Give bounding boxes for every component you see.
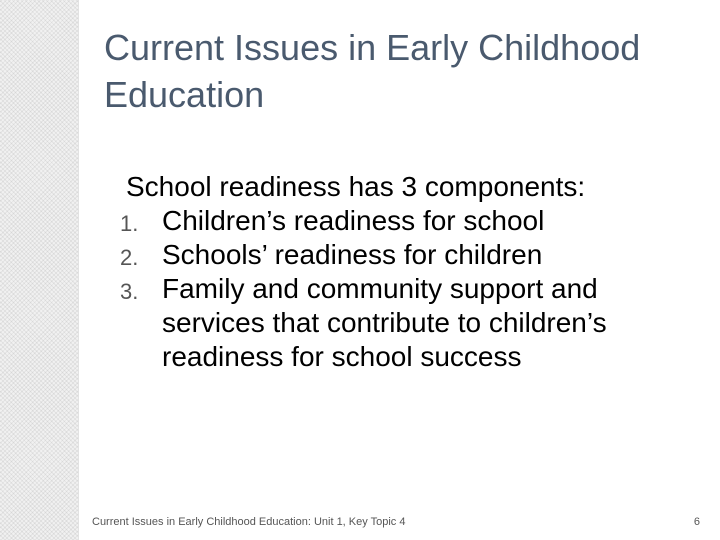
slide-footer: Current Issues in Early Childhood Education: Unit 1, Key Topic 4 [92, 516, 406, 528]
stripe-divider [78, 0, 79, 540]
list-item-text: Children’s readiness for school [162, 205, 545, 236]
intro-label: School readiness has 3 components: [126, 171, 586, 202]
list-item [120, 238, 700, 272]
list-item-text: Family and community support and services that contribute to children’s readiness for school success [162, 273, 607, 372]
page-number: 6 [693, 516, 700, 528]
list-item [120, 204, 700, 238]
intro-text [120, 170, 700, 204]
decorative-side-stripe [0, 0, 78, 540]
list-number: 1. [120, 211, 139, 236]
list-number: 3. [120, 279, 139, 304]
slide-body [120, 170, 700, 374]
list-number: 2. [120, 245, 139, 270]
list-item [120, 272, 700, 374]
component-list [120, 204, 700, 374]
list-item-text: Schools’ readiness for children [162, 239, 543, 270]
slide-title: Current Issues in Early Childhood Education [104, 27, 641, 115]
